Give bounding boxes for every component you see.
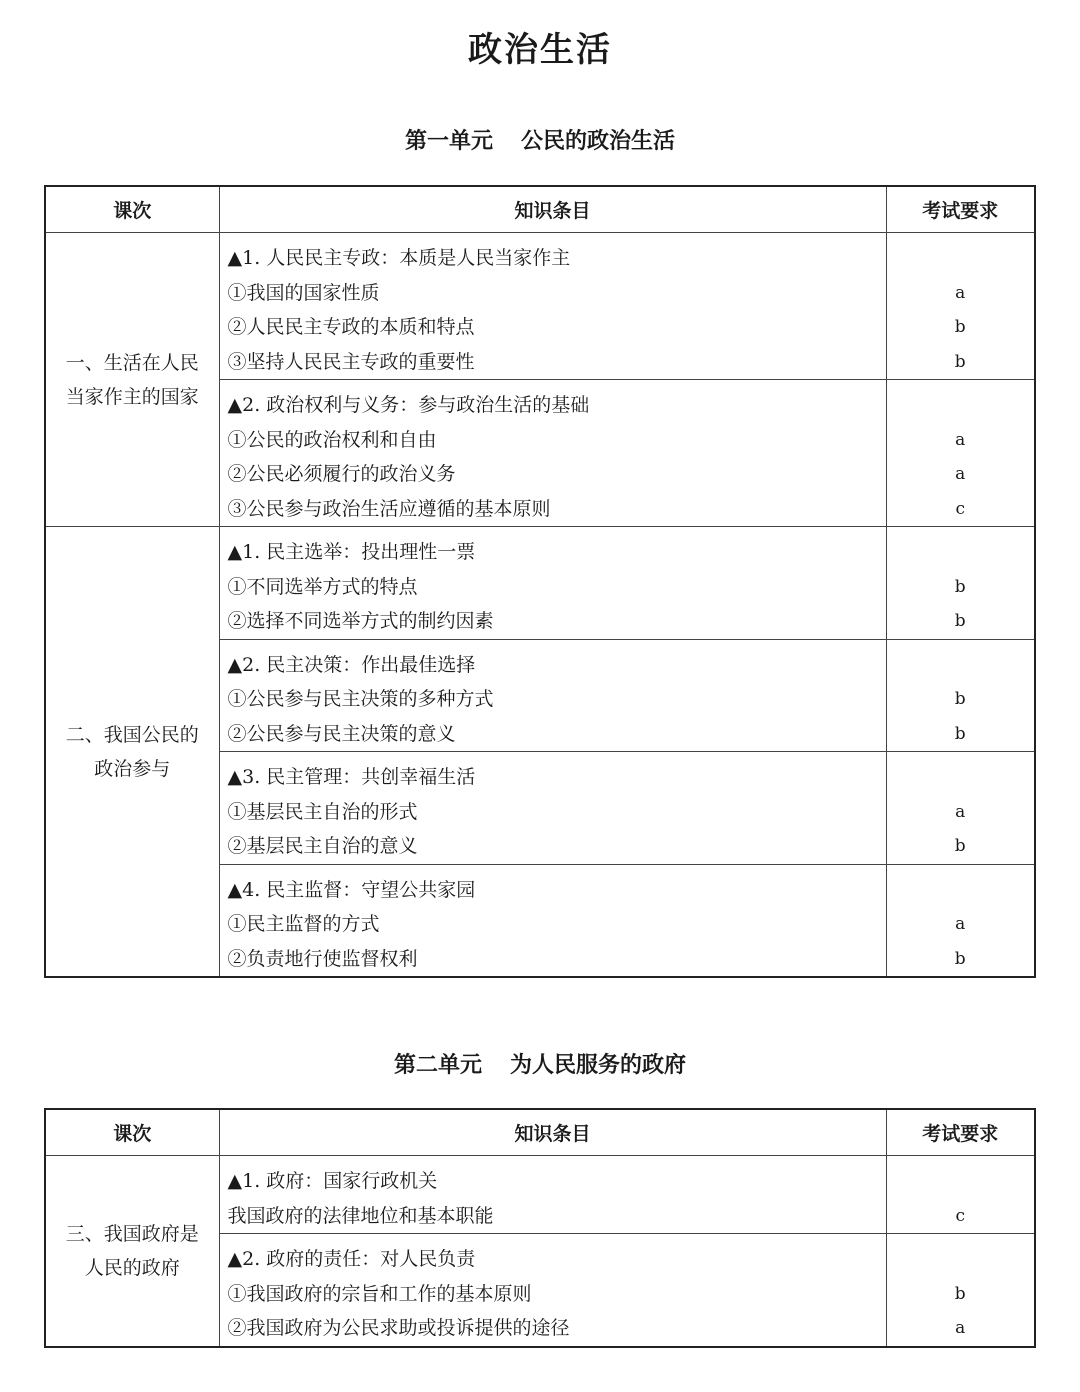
knowledge-cell bbox=[219, 1156, 886, 1234]
requirement-level: a bbox=[955, 1318, 966, 1338]
table-row bbox=[45, 233, 1035, 380]
requirement-header: 考试要求 bbox=[886, 186, 1035, 233]
requirement-level: b bbox=[954, 948, 966, 969]
requirement-level: a bbox=[955, 464, 966, 484]
syllabus-table bbox=[44, 1108, 1036, 1348]
lesson-title-line: 政治参与 bbox=[94, 757, 171, 780]
knowledge-cell bbox=[219, 380, 886, 527]
knowledge-item: ②公民必须履行的政治义务 bbox=[227, 463, 456, 485]
knowledge-item: ③坚持人民民主专政的重要性 bbox=[227, 350, 475, 373]
section-heading: ▲3. 民主管理：共创幸福生活 bbox=[227, 766, 476, 788]
knowledge-cell bbox=[219, 864, 886, 977]
lesson-title-line: 当家作主的国家 bbox=[65, 385, 199, 408]
lesson-title-line: 三、我国政府是 bbox=[65, 1222, 199, 1245]
lesson-cell bbox=[45, 527, 219, 978]
header-row bbox=[45, 1109, 1035, 1156]
requirement-level: b bbox=[954, 351, 966, 372]
lesson-header: 课次 bbox=[45, 186, 219, 233]
requirement-header: 考试要求 bbox=[886, 1109, 1035, 1156]
knowledge-header: 知识条目 bbox=[219, 1109, 886, 1156]
section-heading: ▲1. 人民民主专政：本质是人民当家作主 bbox=[227, 247, 571, 269]
requirement-level: b bbox=[954, 317, 966, 337]
knowledge-item: ②公民参与民主决策的意义 bbox=[227, 722, 456, 745]
requirement-cell bbox=[886, 752, 1035, 865]
header-row bbox=[45, 186, 1035, 233]
requirement-level: b bbox=[954, 723, 966, 744]
knowledge-item: ②人民民主专政的本质和特点 bbox=[227, 316, 475, 338]
requirement-level: a bbox=[955, 801, 966, 822]
section-heading: ▲1. 民主选举：投出理性一票 bbox=[227, 541, 476, 563]
requirement-level: a bbox=[955, 282, 966, 303]
knowledge-item: ①不同选举方式的特点 bbox=[227, 575, 418, 598]
knowledge-item: ③公民参与政治生活应遵循的基本原则 bbox=[227, 497, 551, 520]
requirement-cell bbox=[886, 1234, 1035, 1347]
knowledge-item: ②选择不同选举方式的制约因素 bbox=[227, 610, 494, 632]
requirement-level: b bbox=[954, 1283, 966, 1304]
requirement-cell bbox=[886, 380, 1035, 527]
knowledge-item: ①民主监督的方式 bbox=[227, 913, 380, 935]
requirement-level: b bbox=[954, 836, 966, 856]
knowledge-item: 我国政府的法律地位和基本职能 bbox=[227, 1204, 494, 1227]
lesson-title-line: 一、生活在人民 bbox=[65, 351, 199, 374]
knowledge-cell bbox=[219, 639, 886, 752]
knowledge-cell bbox=[219, 752, 886, 865]
knowledge-cell bbox=[219, 1234, 886, 1347]
requirement-level: b bbox=[954, 576, 966, 597]
knowledge-item: ①公民的政治权利和自由 bbox=[227, 428, 437, 451]
syllabus-table bbox=[44, 185, 1036, 978]
knowledge-item: ②基层民主自治的意义 bbox=[227, 835, 418, 857]
unit-number: 第二单元 bbox=[393, 1053, 482, 1078]
knowledge-item: ②负责地行使监督权利 bbox=[227, 947, 418, 970]
unit-name: 为人民服务的政府 bbox=[510, 1053, 687, 1078]
lesson-cell bbox=[45, 1156, 219, 1347]
knowledge-item: ①我国的国家性质 bbox=[227, 281, 380, 304]
requirement-cell bbox=[886, 864, 1035, 977]
unit-title bbox=[0, 1048, 1080, 1079]
table-row bbox=[45, 1156, 1035, 1234]
requirement-cell bbox=[886, 527, 1035, 640]
section-heading: ▲2. 政治权利与义务：参与政治生活的基础 bbox=[227, 394, 590, 416]
unit-name: 公民的政治生活 bbox=[521, 129, 676, 154]
requirement-level: a bbox=[955, 914, 966, 934]
knowledge-item: ①基层民主自治的形式 bbox=[227, 800, 418, 823]
unit-number: 第一单元 bbox=[404, 129, 493, 154]
knowledge-item: ①公民参与民主决策的多种方式 bbox=[227, 688, 494, 710]
section-heading: ▲1. 政府：国家行政机关 bbox=[227, 1170, 438, 1192]
requirement-cell bbox=[886, 639, 1035, 752]
section-heading: ▲2. 政府的责任：对人民负责 bbox=[227, 1248, 476, 1270]
knowledge-cell bbox=[219, 233, 886, 380]
requirement-level: c bbox=[955, 1205, 966, 1226]
requirement-level: b bbox=[954, 689, 966, 709]
lesson-cell bbox=[45, 233, 219, 527]
requirement-level: c bbox=[955, 498, 966, 519]
knowledge-cell bbox=[219, 527, 886, 640]
requirement-cell bbox=[886, 233, 1035, 380]
unit-title bbox=[0, 124, 1080, 155]
requirement-level: b bbox=[954, 611, 966, 631]
knowledge-header: 知识条目 bbox=[219, 186, 886, 233]
lesson-title-line: 二、我国公民的 bbox=[65, 723, 199, 746]
knowledge-item: ②我国政府为公民求助或投诉提供的途径 bbox=[227, 1317, 570, 1339]
table-row bbox=[45, 527, 1035, 640]
requirement-cell bbox=[886, 1156, 1035, 1234]
section-heading: ▲4. 民主监督：守望公共家园 bbox=[227, 878, 476, 901]
knowledge-item: ①我国政府的宗旨和工作的基本原则 bbox=[227, 1282, 532, 1305]
requirement-level: a bbox=[955, 429, 966, 450]
lesson-header: 课次 bbox=[45, 1109, 219, 1156]
page-title: 政治生活 bbox=[468, 30, 612, 70]
section-heading: ▲2. 民主决策：作出最佳选择 bbox=[227, 653, 476, 676]
lesson-title-line: 人民的政府 bbox=[84, 1256, 180, 1279]
